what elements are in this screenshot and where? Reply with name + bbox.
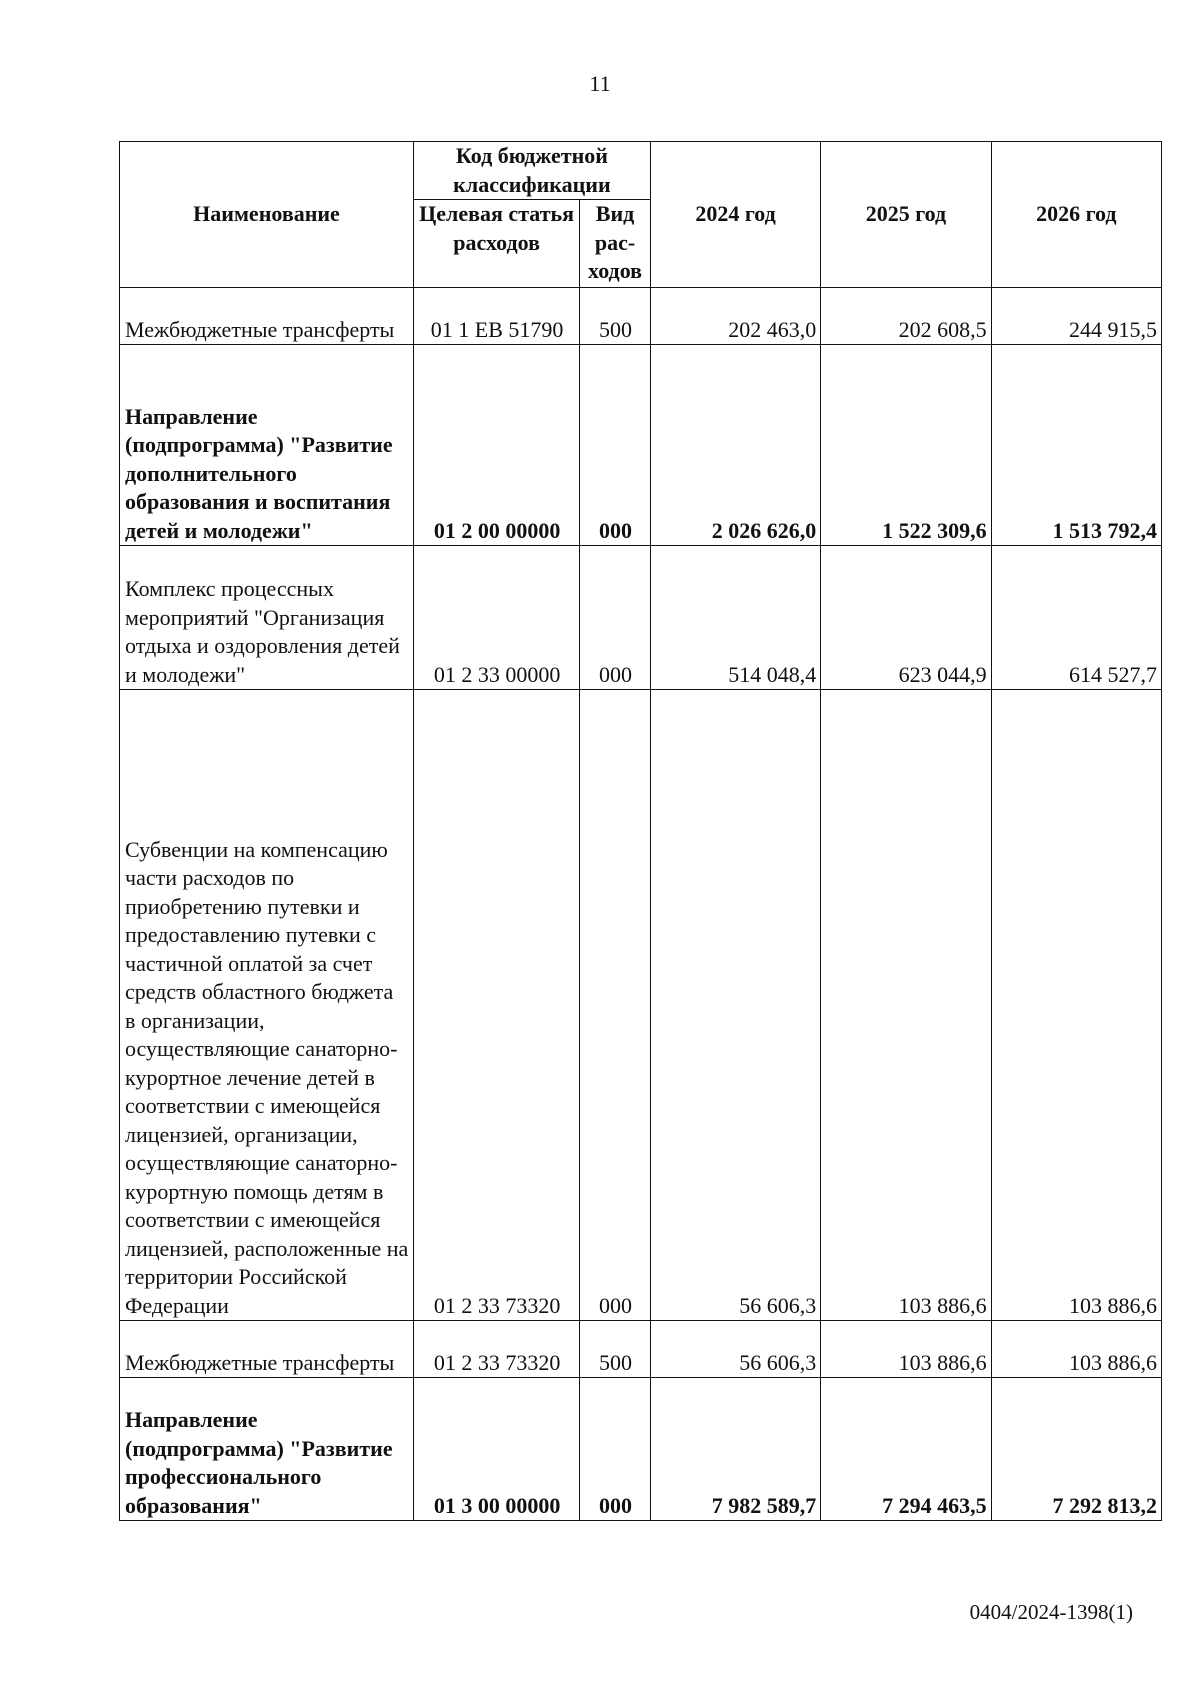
row-value-2026: 244 915,5 <box>991 288 1161 345</box>
row-type: 500 <box>580 1321 651 1378</box>
row-name: Комплекс процессных мероприятий "Организация отдыха и оздоровления детей и молодежи" <box>120 546 414 690</box>
row-name: Субвенции на компенсацию части расходов по приобретению путевки и предоставлению путевки с частичной оплатой за счет средств областного бюджета в организации, осуществляющие санаторно-курортное лечение детей в соответствии с имеющейся лицензией, организации, осуществляющие санаторно-курортную помощь детям в соответствии с имеющейся лицензией, расположенные на территории Российской Федерации <box>120 690 414 1321</box>
row-code: 01 1 ЕВ 51790 <box>414 288 580 345</box>
header-2025: 2025 год <box>821 142 991 288</box>
header-expense-type: Вид рас- ходов <box>580 200 651 288</box>
row-code: 01 2 00 00000 <box>414 345 580 546</box>
row-value-2025: 202 608,5 <box>821 288 991 345</box>
row-value-2024: 2 026 626,0 <box>650 345 820 546</box>
page-number: 11 <box>589 71 611 96</box>
row-value-2025: 7 294 463,5 <box>821 1378 991 1521</box>
row-type: 000 <box>580 1378 651 1521</box>
row-value-2025: 623 044,9 <box>821 546 991 690</box>
row-name: Направление (подпрограмма) "Развитие дополнительного образования и воспитания детей и молодежи" <box>120 345 414 546</box>
row-name: Межбюджетные трансферты <box>120 1321 414 1378</box>
row-value-2025: 103 886,6 <box>821 690 991 1321</box>
row-value-2025: 1 522 309,6 <box>821 345 991 546</box>
row-name: Направление (подпрограмма) "Развитие профессионального образования" <box>120 1378 414 1521</box>
document-id: 0404/2024-1398(1) <box>969 1600 1133 1624</box>
row-value-2024: 56 606,3 <box>650 1321 820 1378</box>
row-code: 01 2 33 73320 <box>414 690 580 1321</box>
table-row <box>120 345 1162 546</box>
row-value-2025: 103 886,6 <box>821 1321 991 1378</box>
row-name: Межбюджетные трансферты <box>120 288 414 345</box>
row-type: 000 <box>580 546 651 690</box>
table-header <box>120 142 1162 288</box>
header-2026: 2026 год <box>991 142 1161 288</box>
row-value-2026: 614 527,7 <box>991 546 1161 690</box>
header-name: Наименование <box>120 142 414 288</box>
header-target-article: Целевая статья расходов <box>414 200 580 288</box>
row-code: 01 2 33 73320 <box>414 1321 580 1378</box>
row-code: 01 2 33 00000 <box>414 546 580 690</box>
table-row <box>120 288 1162 345</box>
row-value-2026: 103 886,6 <box>991 1321 1161 1378</box>
row-value-2026: 1 513 792,4 <box>991 345 1161 546</box>
header-code-group: Код бюджетной классификации <box>414 142 651 200</box>
row-value-2024: 202 463,0 <box>650 288 820 345</box>
row-code: 01 3 00 00000 <box>414 1378 580 1521</box>
row-type: 500 <box>580 288 651 345</box>
table-body <box>120 288 1162 1521</box>
row-type: 000 <box>580 690 651 1321</box>
row-value-2026: 103 886,6 <box>991 690 1161 1321</box>
row-value-2024: 514 048,4 <box>650 546 820 690</box>
row-value-2024: 56 606,3 <box>650 690 820 1321</box>
table-row <box>120 1378 1162 1521</box>
row-value-2024: 7 982 589,7 <box>650 1378 820 1521</box>
row-type: 000 <box>580 345 651 546</box>
table-row <box>120 546 1162 690</box>
budget-table <box>119 141 1162 1521</box>
table-row <box>120 1321 1162 1378</box>
row-value-2026: 7 292 813,2 <box>991 1378 1161 1521</box>
header-2024: 2024 год <box>650 142 820 288</box>
table-row <box>120 690 1162 1321</box>
